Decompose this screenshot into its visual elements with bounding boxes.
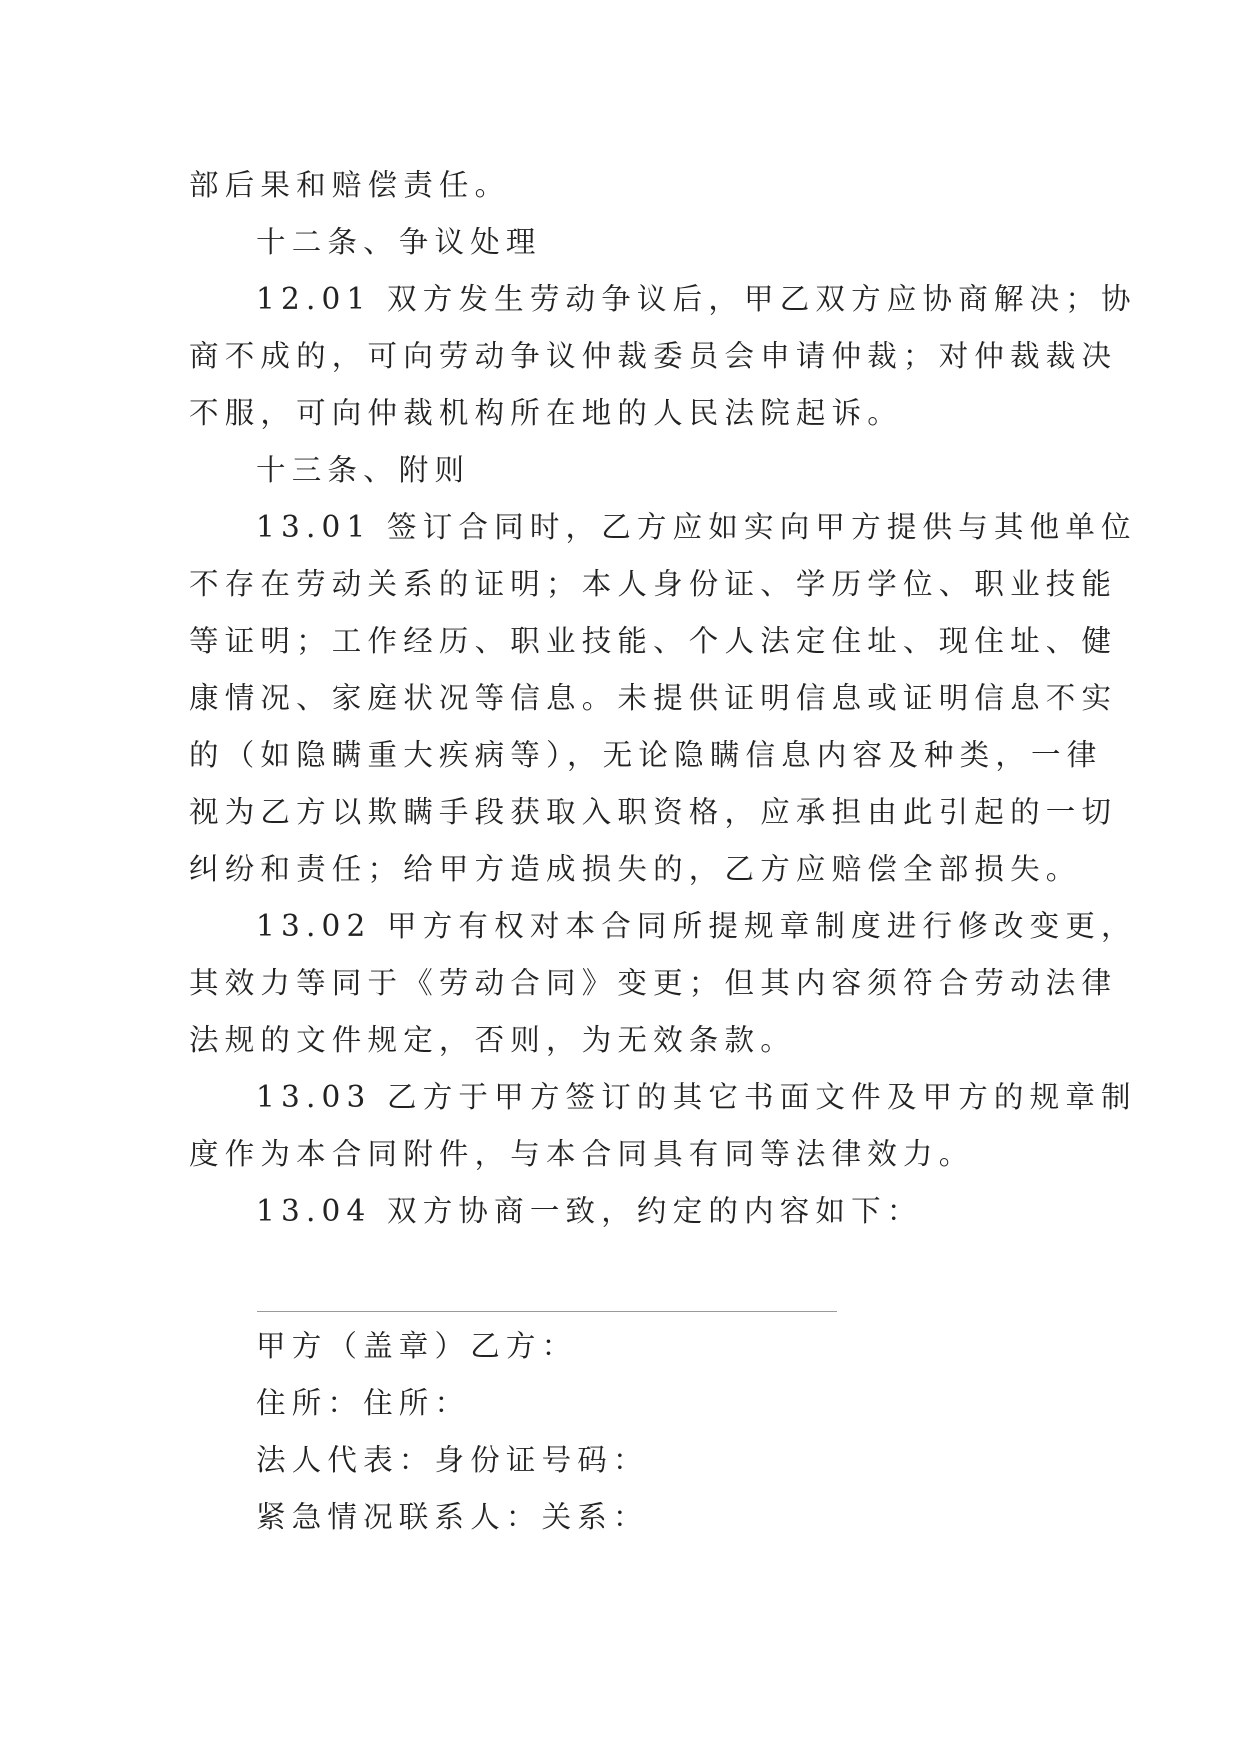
section-heading: 十二条、争议处理 bbox=[256, 225, 542, 259]
signature-emergency-contact-line: 紧急情况联系人：关系： bbox=[256, 1500, 649, 1534]
section-heading: 十三条、附则 bbox=[256, 453, 471, 487]
text-line: 13.04 双方协商一致，约定的内容如下： bbox=[256, 1194, 923, 1228]
text-line: 法规的文件规定，否则，为无效条款。 bbox=[189, 1023, 796, 1057]
text-line: 商不成的，可向劳动争议仲裁委员会申请仲裁；对仲裁裁决 bbox=[189, 339, 1118, 373]
text-line: 不存在劳动关系的证明；本人身份证、学历学位、职业技能 bbox=[189, 567, 1118, 601]
text-line: 纠纷和责任；给甲方造成损失的，乙方应赔偿全部损失。 bbox=[189, 852, 1082, 886]
text-line: 13.02 甲方有权对本合同所提规章制度进行修改变更， bbox=[256, 909, 1137, 943]
text-line: 12.01 双方发生劳动争议后，甲乙双方应协商解决；协 bbox=[256, 282, 1137, 316]
text-line: 视为乙方以欺瞒手段获取入职资格，应承担由此引起的一切 bbox=[189, 795, 1118, 829]
text-line: 部后果和赔偿责任。 bbox=[189, 168, 511, 202]
fill-in-blank-line bbox=[257, 1311, 837, 1312]
text-line: 13.03 乙方于甲方签订的其它书面文件及甲方的规章制 bbox=[256, 1080, 1137, 1114]
signature-representative-line: 法人代表：身份证号码： bbox=[256, 1443, 649, 1477]
signature-address-line: 住所：住所： bbox=[256, 1386, 471, 1420]
text-line: 的（如隐瞒重大疾病等），无论隐瞒信息内容及种类，一律 bbox=[189, 738, 1103, 772]
text-line: 13.01 签订合同时，乙方应如实向甲方提供与其他单位 bbox=[256, 510, 1137, 544]
signature-party-line: 甲方（盖章）乙方： bbox=[256, 1329, 578, 1363]
text-line: 不服，可向仲裁机构所在地的人民法院起诉。 bbox=[189, 396, 904, 430]
text-line: 其效力等同于《劳动合同》变更；但其内容须符合劳动法律 bbox=[189, 966, 1118, 1000]
text-line: 度作为本合同附件，与本合同具有同等法律效力。 bbox=[189, 1137, 975, 1171]
text-line: 康情况、家庭状况等信息。未提供证明信息或证明信息不实 bbox=[189, 681, 1118, 715]
text-line: 等证明；工作经历、职业技能、个人法定住址、现住址、健 bbox=[189, 624, 1118, 658]
